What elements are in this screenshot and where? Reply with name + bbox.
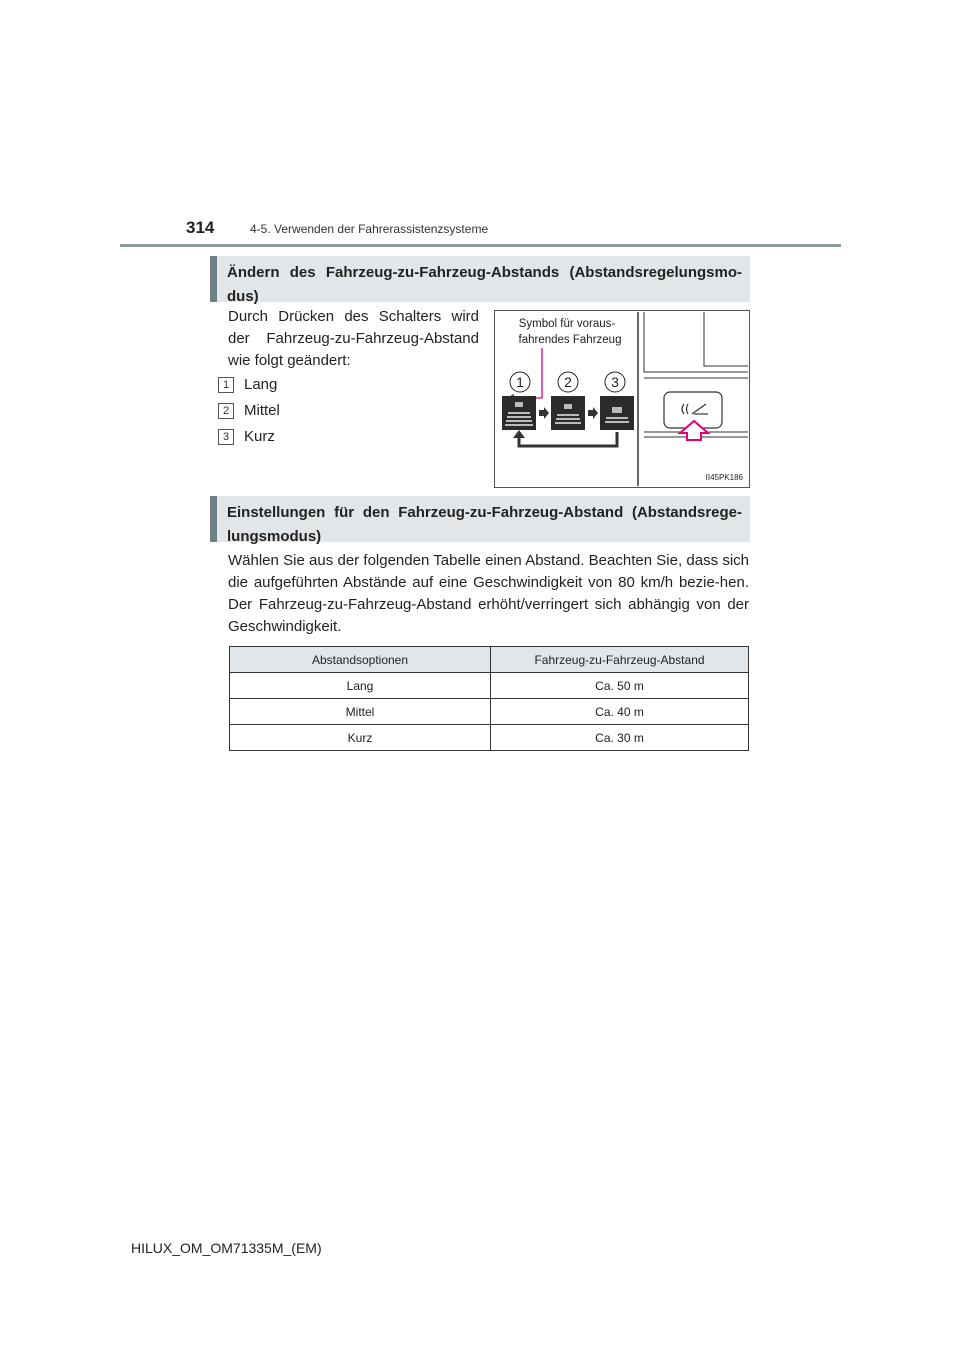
option-label: Lang <box>244 376 278 393</box>
option-item-medium <box>218 402 280 419</box>
table-cell-distance: Ca. 50 m <box>491 673 749 699</box>
option-number: 2 <box>218 403 234 419</box>
settings-paragraph: Wählen Sie aus der folgenden Tabelle einen Abstand. Beachten Sie, dass sich die aufgeführten Abstände auf eine Geschwindigkeit von 80 km/h bezie-hen. Der Fahrzeug-zu-Fahrzeug-Abstand erhöht/verringert sich abhängig von der Geschwindigkeit. <box>228 552 749 635</box>
table-row <box>230 725 749 751</box>
header-rule <box>120 244 841 247</box>
figure-code: II45PK186 <box>705 473 743 482</box>
marker-1-label: 1 <box>516 374 524 390</box>
table-cell-option: Lang <box>230 673 491 699</box>
option-item-short <box>218 428 275 445</box>
callout-label-line2: fahrendes Fahrzeug <box>518 334 622 346</box>
display-short-icon <box>600 396 634 430</box>
table-row <box>230 699 749 725</box>
column-header-distance: Fahrzeug-zu-Fahrzeug-Abstand <box>491 647 749 673</box>
intro-paragraph: Durch Drücken des Schalters wird der Fahrzeug-zu-Fahrzeug-Abstand wie folgt geändert: <box>228 308 479 369</box>
option-label: Kurz <box>244 428 275 445</box>
marker-2-label: 2 <box>564 374 572 390</box>
footer-doc-id: HILUX_OM_OM71335M_(EM) <box>131 1240 322 1256</box>
table-header-row <box>230 647 749 673</box>
option-item-long <box>218 376 277 393</box>
option-number: 3 <box>218 429 234 445</box>
section-heading-distance-settings: Einstellungen für den Fahrzeug-zu-Fahrzeug-Abstand (Abstandsrege-lungsmodus) <box>210 496 750 542</box>
distance-table <box>229 646 749 751</box>
page-number: 314 <box>186 218 215 237</box>
marker-3-label: 3 <box>611 374 619 390</box>
table-row <box>230 673 749 699</box>
option-number: 1 <box>218 377 234 393</box>
chapter-title: 4-5. Verwenden der Fahrerassistenzsysteme <box>250 222 489 236</box>
column-header-options: Abstandsoptionen <box>230 647 491 673</box>
display-medium-icon <box>551 396 585 430</box>
option-label: Mittel <box>244 402 280 419</box>
distance-switch-illustration <box>494 310 750 488</box>
section-heading-change-distance: Ändern des Fahrzeug-zu-Fahrzeug-Abstands (Abstandsregelungsmo-dus) <box>210 256 750 302</box>
table-cell-option: Mittel <box>230 699 491 725</box>
callout-label-line1: Symbol für voraus- <box>518 318 616 330</box>
table-cell-distance: Ca. 40 m <box>491 699 749 725</box>
table-cell-option: Kurz <box>230 725 491 751</box>
table-cell-distance: Ca. 30 m <box>491 725 749 751</box>
display-long-icon <box>502 396 536 430</box>
